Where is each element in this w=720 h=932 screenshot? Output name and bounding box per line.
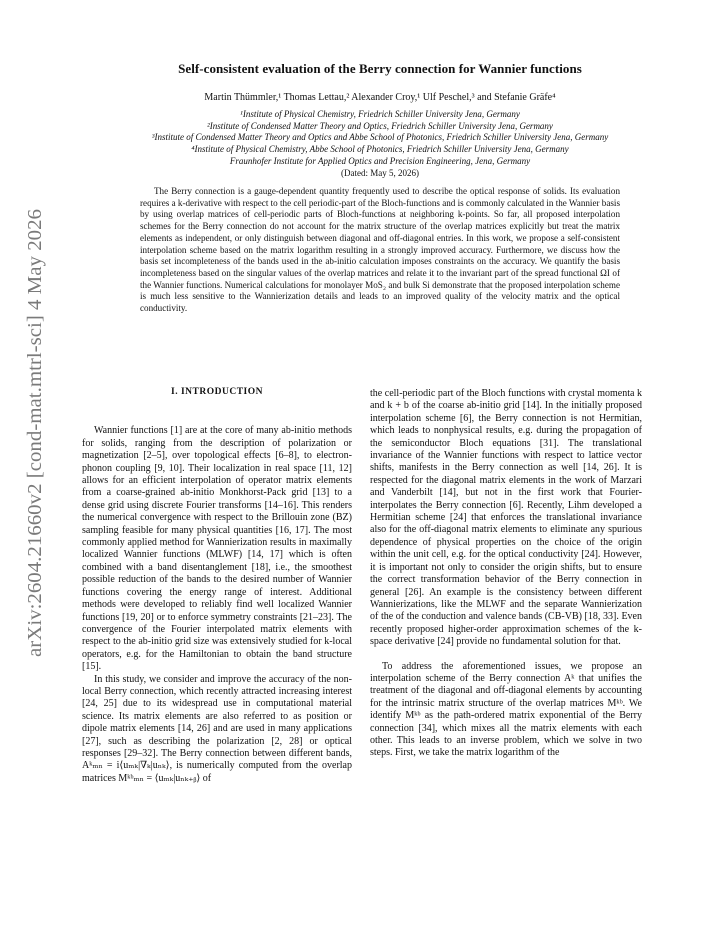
right-column bbox=[370, 388, 642, 760]
arxiv-identifier bbox=[7, 200, 57, 660]
abstract bbox=[140, 186, 620, 315]
paragraph: To address the aforementioned issues, we propose an interpolation scheme of the Berry connection Aᵏ that unifies the treatment of the diagonal and off-diagonal elements by accounting for the intrinsic matrix structure of the overlap matrices Mᵏᵇ. We identify Mᵏᵇ as the path-ordered matrix exponential of the Berry connection [34], which mixes all the matrix elements with each other. This leads to an inverse problem, which we solve in two steps. First, we take the matrix logarithm of the bbox=[370, 660, 642, 759]
affiliation-5: Fraunhofer Institute for Applied Optics and Precision Engineering, Jena, Germany bbox=[229, 155, 531, 166]
paragraph: Wannier functions [1] are at the core of many ab-initio methods for solids, ranging from the description of polarization or magnetization [2–5], over topological effects [6–8], to electron-phonon coupling [9, 10]. Their localization in real space [11, 12] allows for an efficient interpolation of operator matrix elements from a coarse-grained ab-initio Monkhorst-Pack grid [13] to a dense grid using discrete Fourier transforms [14–16]. This renders the numerical convergence with respect to the Brillouin zone (BZ) sampling feasible for many physical quantities [16, 17]. The most commonly applied method for Wannierization results in maximally localized Wannier functions (MLWF) [14, 17] which is often combined with a band disentanglement [18], i.e., the smoothest possible reduction of the bands to the desired number of Wannier functions covering the energy range of interest. Additional methods were developed to reliably find well localized Wannier functions [19, 20] or to enforce symmetry constraints [21–23]. The convergence of the Fourier interpolated matrix elements with respect to the ab-initio grid size was extensively studied for k-local operators, e.g. for the Hamiltonian to obtain the band structure [15]. bbox=[82, 425, 352, 673]
paragraph: the cell-periodic part of the Bloch functions with crystal momenta k and k + b of the coarse ab-initio grid [14]. In the initially proposed interpolation scheme [6], the Berry connection is not Hermitian, which leads to nonphysical results, e.g. during the propagation of the semiconductor Bloch equations [31]. The translational invariance of the Wannier functions with respect to lattice vector shifts, manifests in the Berry connection as well [14, 26]. It is respected for the diagonal matrix elements in the work of Marzari and Vanderbilt [14], but not in the first work that Fourier-interpolates the Berry connection [6]. Recently, Lihm developed a Hermitian scheme [24] that enforces the translational invariance also for the off-diagonal matrix elements to eliminate any spurious dependence of physical properties on the choice of the origin within the unit cell, e.g. for the optical conductivity [24]. However, it is important not only to consider the origin shifts, but to ensure the correct transformation behavior of the Berry connection in general [26]. An example is the consistency between different Wannierizations, like the MLWF and the separate Wannierization of the of the conduction and valence bands (CB-VB) [18, 33]. Even recently proposed higher-order approximation schemes of the k-space derivative [24] provide no fundamental solution for that. bbox=[370, 388, 642, 648]
author-list: Martin Thümmler,¹ Thomas Lettau,² Alexander Croy,¹ Ulf Peschel,³ and Stefanie Gräfe⁴ bbox=[204, 92, 556, 103]
affiliations bbox=[60, 109, 700, 179]
left-column bbox=[82, 386, 352, 785]
affiliation-3: ³Institute of Condensed Matter Theory and Optics and Abbe School of Photonics, Friedrich Schiller University Jena, Germany bbox=[151, 132, 609, 143]
arxiv-identifier-text: arXiv:2604.21660v2 [cond-mat.mtrl-sci] 4 May 2026 bbox=[24, 228, 46, 657]
affiliation-4: ⁴Institute of Physical Chemistry, Abbe School of Photonics, Friedrich Schiller University Jena, Germany bbox=[191, 144, 569, 155]
affiliation-1: ¹Institute of Physical Chemistry, Friedrich Schiller University Jena, Germany bbox=[240, 109, 520, 119]
affiliation-2: ²Institute of Condensed Matter Theory and Optics, Friedrich Schiller University Jena, Germany bbox=[207, 120, 553, 131]
dated-line: (Dated: May 5, 2026) bbox=[341, 167, 419, 178]
paragraph: In this study, we consider and improve the accuracy of the non-local Berry connection, which recently attracted increasing interest [24, 25] due to its widespread use in computational material science. Its matrix elements are also referred to as position or dipole matrix elements [14, 26] and are used in many applications [27], such as describing the polarization [2, 28] or optical responses [29–32]. The Berry connection between different bands, Aᵏₘₙ = i⟨uₘₖ|∇ₖ|uₙₖ⟩, is numerically computed from the overlap matrices Mᵏᵇₘₙ = ⟨uₘₖ|uₙₖ₊ᵦ⟩ of bbox=[82, 673, 352, 784]
abstract-text: The Berry connection is a gauge-dependent quantity frequently used to describe the optical response of solids. Its evaluation requires a k-derivative with respect to the cell periodic-part of the Bloch-functions and is commonly calculated in the Wannier basis by using overlap matrices of cell-periodic parts of Bloch-functions at neighboring k-points. So far, all proposed interpolation schemes for the Berry connection do not account for the matrix structure of the overlap matrices explicitly but treat the matrix elements as independent, or only distinguish between diagonal and off-diagonal entries. In this work, we propose a self-consistent interpolation scheme based on the matrix logarithm resulting in a strongly improved accuracy. Furthermore, we discuss how the basis set incompleteness of the bands used in the ab-initio calculation imposes constraints on the accuracy. We quantify the basis incompleteness based on the singular values of the overlap matrices and relate it to the invariant part of the spread functional ΩI of the Wannier functions. Numerical calculations for monolayer MoS₂ and bulk Si demonstrate that the proposed interpolation scheme is much less sensitive to the Wannierization details and leads to an improved quality of the velocity matrix and the optical conductivity. bbox=[140, 186, 620, 314]
paper-title: Self-consistent evaluation of the Berry connection for Wannier functions bbox=[178, 61, 582, 76]
section-heading: I. INTRODUCTION bbox=[171, 387, 263, 397]
